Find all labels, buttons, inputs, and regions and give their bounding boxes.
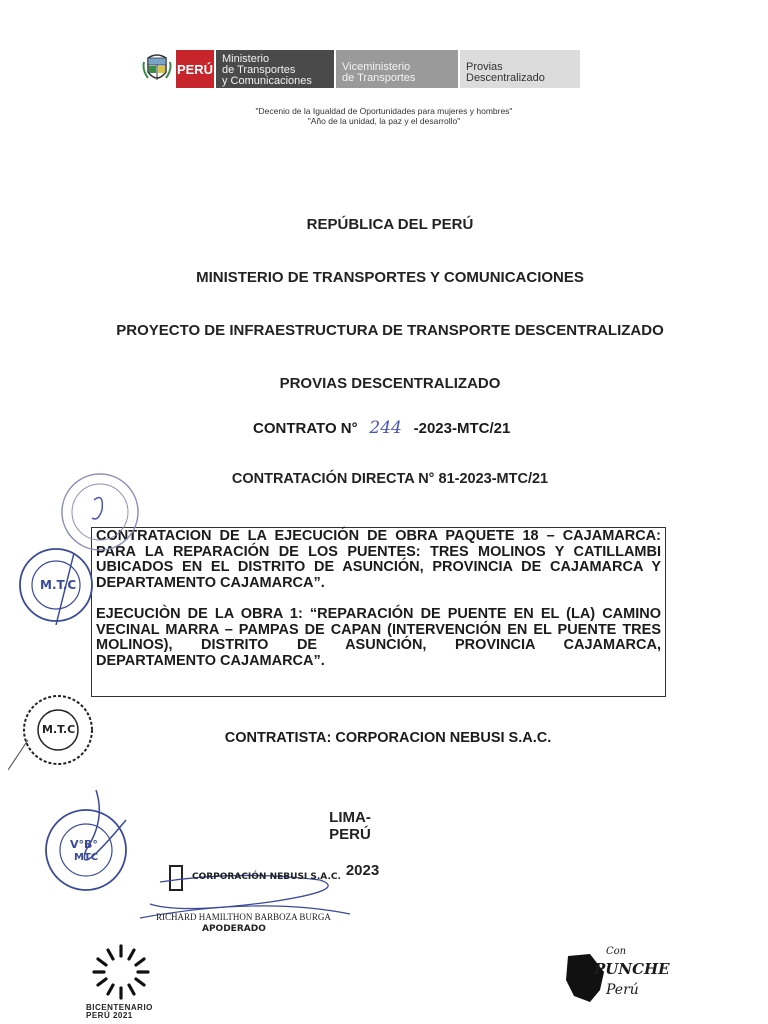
contract-number-handwritten: 244 — [369, 418, 402, 438]
company-name-stamp: CORPORACIÓN NEBUSI S.A.C. — [192, 872, 341, 882]
puche-peru: Perú — [606, 982, 639, 998]
contract-number-line — [253, 418, 510, 438]
mtc-stamp-bottom — [8, 690, 100, 770]
title-project: PROYECTO DE INFRAESTRUCTURA DE TRANSPORTE DESCENTRALIZADO — [116, 322, 664, 339]
contractor-signature-stamp — [120, 860, 360, 940]
title-republic: REPÚBLICA DEL PERÚ — [306, 216, 474, 233]
work-execution-paragraph: EJECUCIÒN DE LA OBRA 1: “REPARACIÓN DE PUENTE EN EL (LA) CAMINO VECINAL MARRA – PAMPAS DE CAPAN (INTERVENCIÓN EN EL PUENTE TRES MOLINOS), DISTRITO DE ASUNCIÓN, PROVINCIA CAJAMARCA, DEPARTAMENTO CAJAMARCA”. — [96, 606, 661, 669]
place-line: LIMA- PERÚ — [329, 809, 371, 843]
con-punche-peru-logo — [560, 946, 670, 1010]
puche-main: PUNCHE — [594, 960, 670, 978]
title-ministry: MINISTERIO DE TRANSPORTES Y COMUNICACIONES — [196, 269, 584, 286]
vice-ministry-label: Viceministerio de Transportes — [336, 50, 458, 88]
peru-label: PERÚ — [176, 50, 214, 88]
ministry-label: Ministerio de Transportes y Comunicaciones — [216, 50, 334, 88]
puche-con: Con — [606, 946, 627, 957]
title-provias: PROVIAS DESCENTRALIZADO — [279, 375, 501, 392]
signer-role: APODERADO — [202, 924, 266, 934]
mtc-stamp-bottom-label: M.T.C — [42, 723, 76, 736]
signer-name: RICHARD HAMILTHON BARBOZA BURGA — [156, 912, 331, 922]
title-direct-contracting: CONTRATACIÓN DIRECTA N° 81-2023-MTC/21 — [231, 471, 549, 487]
header-banner — [140, 50, 580, 88]
motto-line-2: "Año de la unidad, la paz y el desarrollo" — [307, 116, 461, 126]
bicentenario-logo-icon — [84, 942, 158, 1002]
contract-object-box — [91, 527, 666, 697]
legal-office-stamp — [58, 470, 142, 554]
year-line: 2023 — [345, 862, 380, 879]
contractor-line: CONTRATISTA: CORPORACION NEBUSI S.A.C. — [224, 730, 552, 746]
vobo-mtc-label: MTC — [74, 852, 99, 863]
mtc-stamp-top — [16, 545, 96, 625]
motto-line-1: "Decenio de la Igualdad de Oportunidades para mujeres y hombres" — [255, 106, 513, 116]
program-label: Provias Descentralizado — [460, 50, 580, 88]
contract-suffix: -2023-MTC/21 — [413, 420, 511, 437]
bicentenario-text: BICENTENARIO PERÚ 2021 — [86, 1003, 153, 1020]
contract-prefix: CONTRATO N° — [253, 420, 358, 437]
contract-object-paragraph: CONTRATACION DE LA EJECUCIÓN DE OBRA PAQUETE 18 – CAJAMARCA: PARA LA REPARACIÓN DE LOS PUENTES: TRES MOLINOS Y CATILLAMBI UBICADOS EN EL DISTRITO DE ASUNCIÓN, PROVINCIA DE CAJAMARCA Y DEPARTAMENTO CAJAMARCA”. — [96, 528, 661, 591]
vobo-label: V°B° — [70, 838, 98, 851]
coat-of-arms-icon — [140, 50, 174, 88]
mtc-stamp-top-label: M.T.C — [40, 578, 77, 592]
